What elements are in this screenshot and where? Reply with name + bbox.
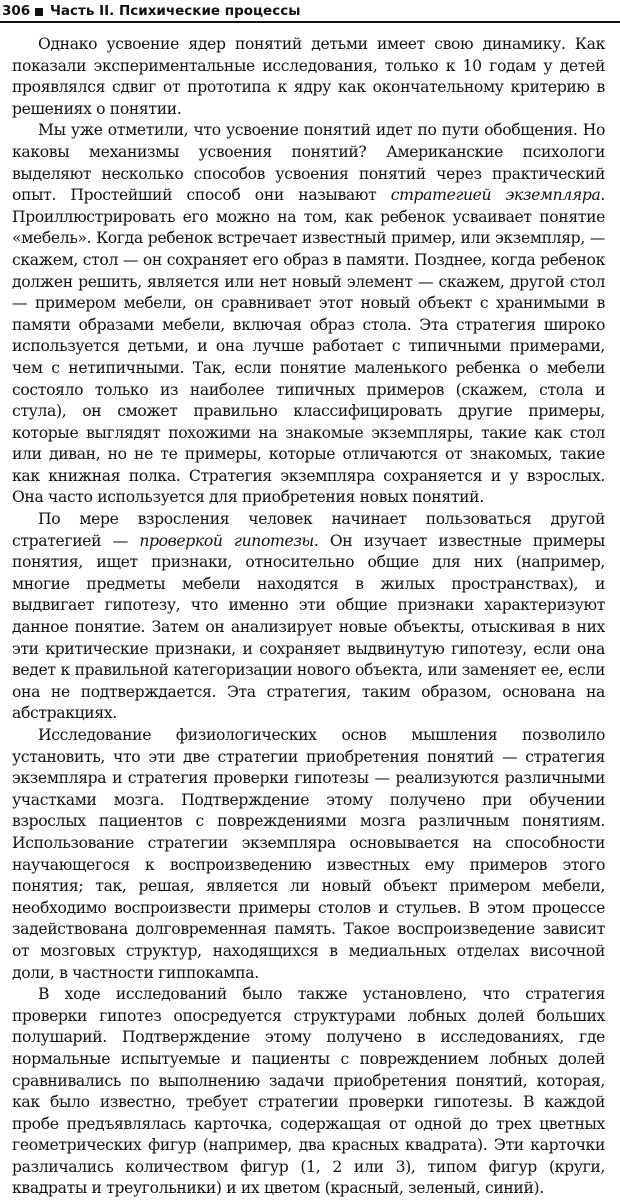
- paragraph: Однако усвоение ядер понятий детьми имеет свою динамику. Как показали экспериментальные исследования, только к 10 годам у детей проявлялся сдвиг от прототипа к ядру как окончательному критерию в решениях о понятии.: [12, 35, 605, 118]
- body-text: [12, 34, 605, 1200]
- paragraph: Мы уже отметили, что усвоение понятий идет по пути обобщения. Но каковы механизмы усвоения понятий? Американские психологи выделяют несколько способов усвоения понятий через практический опыт. Простейший способ они называют стратегией экземпляра. Проиллюстрировать его можно на том, как ребенок усваивает понятие «мебель». Когда ребенок встречает известный пример, или экземпляр, — скажем, стол — он сохраняет его образ в памяти. Позднее, когда ребенок должен решить, является или нет новый элемент — скажем, другой стол — примером мебели, он сравнивает этот новый объект с хранимыми в памяти образами мебели, включая образ стола. Эта стратегия широко используется детьми, и она лучше работает с типичными примерами, чем с нетипичными. Так, если понятие маленького ребенка о мебели состояло только из наиболее типичных примеров (скажем, стола и стула), он сможет правильно классифицировать другие примеры, которые выглядят похожими на знакомые экземпляры, такие как стол или диван, но не те примеры, которые отличаются от знакомых, такие как книжная полка. Стратегия экземпляра сохраняется и у взрослых. Она часто используется для приобретения новых понятий.: [12, 121, 606, 507]
- square-bullet-icon: [35, 8, 43, 16]
- paragraph: В ходе исследований было также установлено, что стратегия проверки гипотез опосредуется структурами лобных долей больших полушарий. Подтверждение этому получено в исследованиях, где нормальные испытуемые и пациенты с повреждением лобных долей сравнивались по выполнению задачи приобретения понятий, которая, как было известно, требует стратегии проверки гипотезы. В каждой пробе предъявлялась карточка, содержащая от одной до трех цветных геометрических фигур (например, два красных квадрата). Эти карточки различались количеством фигур (1, 2 или 3), типом фигур (круги, квадраты и треугольники) и их цветом (красный, зеленый, синий).: [12, 985, 605, 1198]
- italic-term: стратегией экземпляра: [390, 186, 601, 205]
- page-number: 306: [2, 3, 31, 19]
- paragraph: Исследование физиологических основ мышления позволило установить, что эти две стратегии приобретения понятий — стратегия экземпляра и стратегия проверки гипотезы — реализуются различными участками мозга. Подтверждение этому получено при обучении взрослых пациентов с повреждениями мозга различным понятиям. Использование стратегии экземпляра основывается на способности научающегося к воспроизведению известных ему примеров этого понятия; так, решая, является ли новый объект примером мебели, необходимо воспроизвести примеры столов и стульев. В этом процессе задействована долговременная память. Такое воспроизведение зависит от мозговых структур, находящихся в медиальных отделах височной доли, в частности гиппокампа.: [12, 726, 605, 982]
- italic-term: проверкой гипотезы: [139, 531, 314, 550]
- paragraph: По мере взросления человек начинает пользоваться другой стратегией — проверкой гипотезы. Он изучает известные примеры понятия, ищет признаки, относительно общие для них (например, многие предметы мебели находятся в жилых пространствах), и выдвигает гипотезу, что именно эти общие признаки характеризуют данное понятие. Затем он анализирует новые объекты, отыскивая в них эти критические признаки, и сохраняет выдвинутую гипотезу, если она ведет к правильной категоризации нового объекта, или заменяет ее, если она не подтверждается. Эта стратегия, таким образом, основана на абстракциях.: [12, 510, 605, 723]
- header-rule: [0, 21, 620, 23]
- section-title: Часть II. Психические процессы: [50, 3, 301, 19]
